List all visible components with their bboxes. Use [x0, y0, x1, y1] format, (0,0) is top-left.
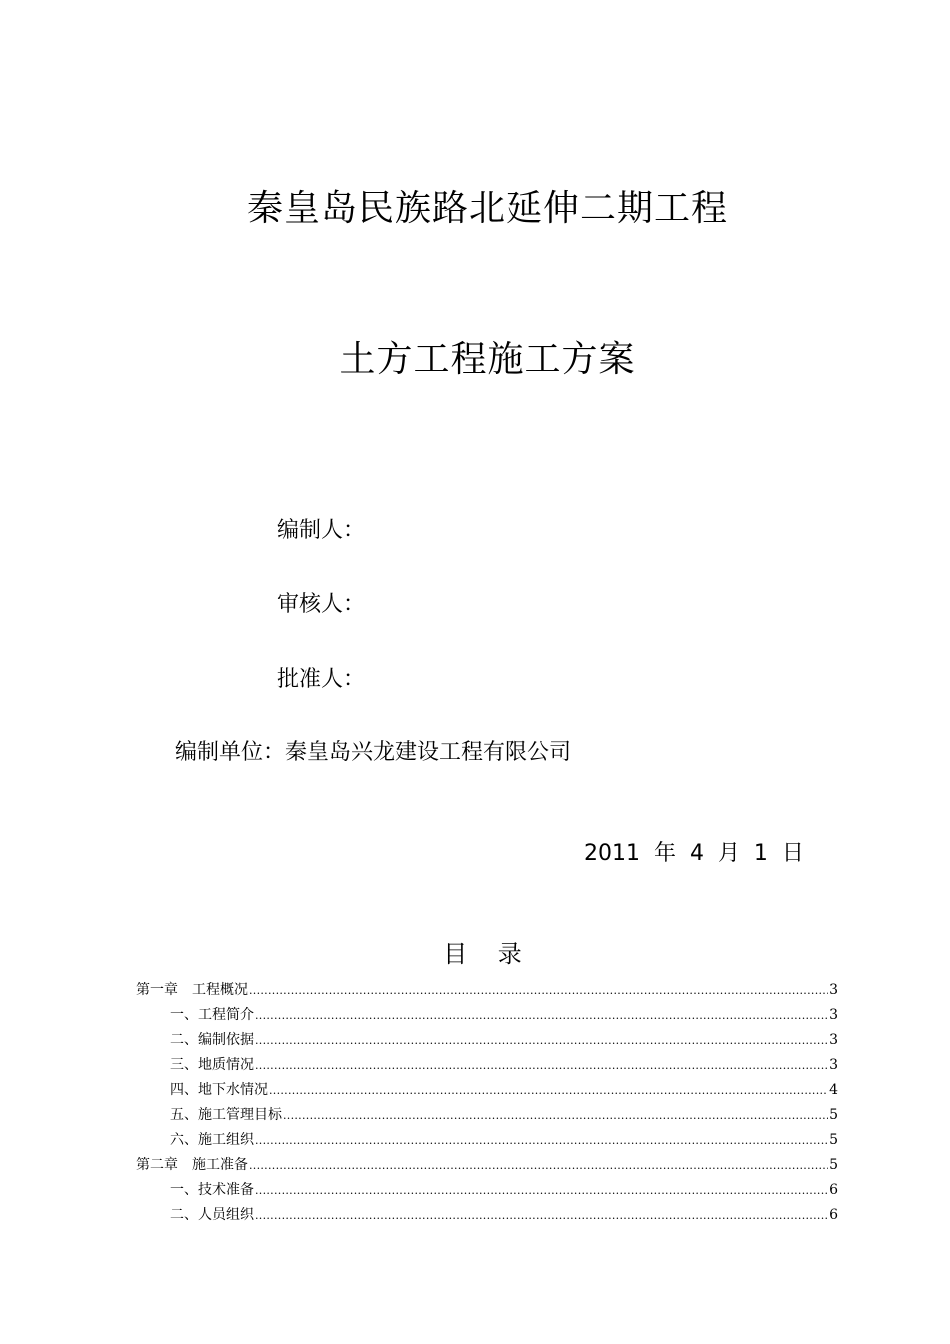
- toc-entry[interactable]: [136, 1178, 838, 1203]
- toc-entry[interactable]: [136, 1028, 838, 1053]
- toc-entry[interactable]: [136, 978, 838, 1003]
- toc-entry-page: 3: [829, 1057, 838, 1073]
- plan-title: 土方工程施工方案: [339, 339, 636, 380]
- toc-entry-label: 四、地下水情况: [170, 1082, 268, 1098]
- toc-leader: [269, 1078, 828, 1103]
- toc-leader: [255, 1053, 828, 1078]
- toc-title: 目 录: [443, 940, 522, 968]
- toc-entry-page: 5: [829, 1157, 838, 1173]
- toc-entry-page: 3: [829, 1007, 838, 1023]
- toc-entry-page: 6: [829, 1207, 838, 1223]
- compiler-label: 编制人：: [277, 518, 366, 543]
- toc-entry[interactable]: [136, 1153, 838, 1178]
- toc-entry-page: 6: [829, 1182, 838, 1198]
- toc-leader: [283, 1103, 828, 1128]
- toc-entry-page: 5: [829, 1107, 838, 1123]
- toc-leader: [255, 1028, 828, 1053]
- document-date: 2011 年 4 月 1 日: [584, 841, 804, 866]
- toc-entry-page: 5: [829, 1132, 838, 1148]
- toc-entry-label: 二、编制依据: [170, 1032, 254, 1048]
- toc-entry[interactable]: [136, 1053, 838, 1078]
- toc-entry-label: 五、施工管理目标: [170, 1107, 282, 1123]
- toc-entry[interactable]: [136, 1003, 838, 1028]
- toc-leader: [255, 1128, 828, 1153]
- toc-leader: [255, 1178, 828, 1203]
- reviewer-label: 审核人：: [277, 592, 366, 617]
- toc-entry-label: 一、工程简介: [170, 1007, 254, 1023]
- toc-leader: [249, 978, 828, 1003]
- table-of-contents: [136, 978, 838, 1228]
- toc-entry-label: 六、施工组织: [170, 1132, 254, 1148]
- toc-entry-label: 第一章 工程概况: [136, 982, 248, 998]
- toc-entry[interactable]: [136, 1103, 838, 1128]
- toc-entry[interactable]: [136, 1078, 838, 1103]
- toc-entry-label: 第二章 施工准备: [136, 1157, 248, 1173]
- toc-entry-label: 三、地质情况: [170, 1057, 254, 1073]
- toc-leader: [255, 1003, 828, 1028]
- toc-entry-label: 二、人员组织: [170, 1207, 254, 1223]
- toc-entry-label: 一、技术准备: [170, 1182, 254, 1198]
- toc-entry-page: 4: [829, 1082, 838, 1098]
- toc-entry-page: 3: [829, 1032, 838, 1048]
- project-title: 秦皇岛民族路北延伸二期工程: [246, 188, 728, 229]
- toc-entry[interactable]: [136, 1203, 838, 1228]
- toc-leader: [249, 1153, 828, 1178]
- toc-entry-page: 3: [829, 982, 838, 998]
- approver-label: 批准人：: [277, 667, 366, 692]
- toc-leader: [255, 1203, 828, 1228]
- compiling-unit: 编制单位：秦皇岛兴龙建设工程有限公司: [175, 740, 572, 765]
- toc-entry[interactable]: [136, 1128, 838, 1153]
